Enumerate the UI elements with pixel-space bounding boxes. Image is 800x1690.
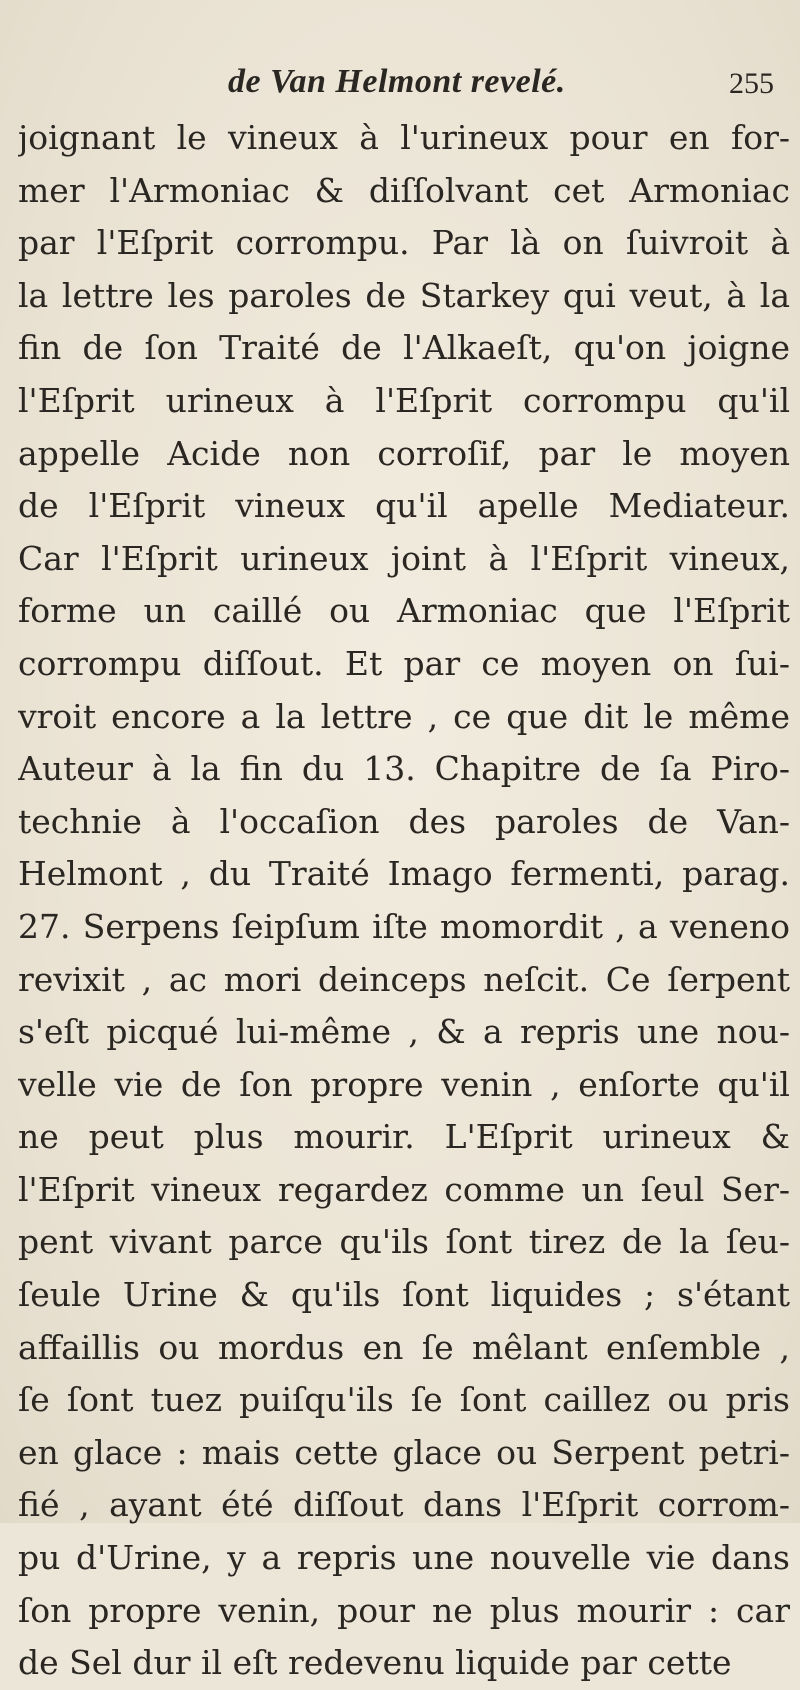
- text-line: Car l'Eſprit urineux joint à l'Eſprit vineux,: [18, 538, 790, 578]
- text-line: joignant le vineux à l'urineux pour en for-: [18, 118, 790, 157]
- text-line: de l'Eſprit vineux qu'il apelle Mediateur.: [18, 486, 790, 526]
- text-line: mer l'Armoniac & diſſolvant cet Armoniac: [18, 170, 790, 210]
- text-line: ne peut plus mourir. L'Eſprit urineux &: [18, 1117, 790, 1157]
- text-line: vroit encore a la lettre , ce que dit le même: [18, 696, 790, 736]
- text-line: pu d'Urine, y a repris une nouvelle vie dans: [18, 1538, 790, 1578]
- text-line: affaillis ou mordus en ſe mêlant enſemble ,: [18, 1327, 790, 1367]
- text-line: la lettre les paroles de Starkey qui veut, à la: [18, 275, 790, 315]
- text-line: Helmont , du Traité Imago fermenti, parag.: [18, 854, 790, 894]
- text-line: corrompu diſſout. Et par ce moyen on ſui-: [18, 643, 790, 683]
- text-line: l'Eſprit urineux à l'Eſprit corrompu qu'il: [18, 380, 790, 420]
- running-title: de Van Helmont revelé.: [228, 63, 566, 100]
- text-line: de Sel dur il eſt redevenu liquide par cette: [18, 1643, 732, 1683]
- text-line: par l'Eſprit corrompu. Par là on ſuivroit à: [18, 223, 790, 263]
- text-line: velle vie de ſon propre venin , enſorte qu'il: [18, 1064, 790, 1104]
- text-line: l'Eſprit vineux regardez comme un ſeul Ser-: [18, 1169, 790, 1209]
- text-line: fié , ayant été diſſout dans l'Eſprit corrom-: [18, 1485, 790, 1525]
- body-text: [18, 112, 790, 1690]
- text-line: ſeule Urine & qu'ils ſont liquides ; s'étant: [18, 1275, 790, 1315]
- text-line: forme un caillé ou Armoniac que l'Eſprit: [18, 591, 790, 631]
- text-line: Auteur à la fin du 13. Chapitre de ſa Piro-: [18, 749, 790, 789]
- text-line: pent vivant parce qu'ils ſont tirez de la ſeu-: [18, 1222, 790, 1262]
- running-head: [0, 60, 800, 110]
- text-line: s'eſt picqué lui-même , & a repris une nou-: [18, 1012, 790, 1052]
- text-line: en glace : mais cette glace ou Serpent petri-: [18, 1432, 790, 1472]
- text-line: revixit , ac mori deinceps neſcit. Ce ſerpent: [18, 959, 790, 999]
- text-line: fin de ſon Traité de l'Alkaeſt, qu'on joigne: [18, 328, 790, 368]
- page-number: 255: [729, 67, 774, 100]
- text-line: ſe ſont tuez puiſqu'ils ſe ſont caillez ou pris: [18, 1380, 790, 1420]
- text-line: 27. Serpens ſeipſum iſte momordit , a veneno: [18, 906, 790, 946]
- text-line: ſon propre venin, pour ne plus mourir : car: [18, 1590, 790, 1630]
- text-line: appelle Acide non corroſif, par le moyen: [18, 433, 790, 473]
- text-line: technie à l'occaſion des paroles de Van-: [18, 801, 790, 841]
